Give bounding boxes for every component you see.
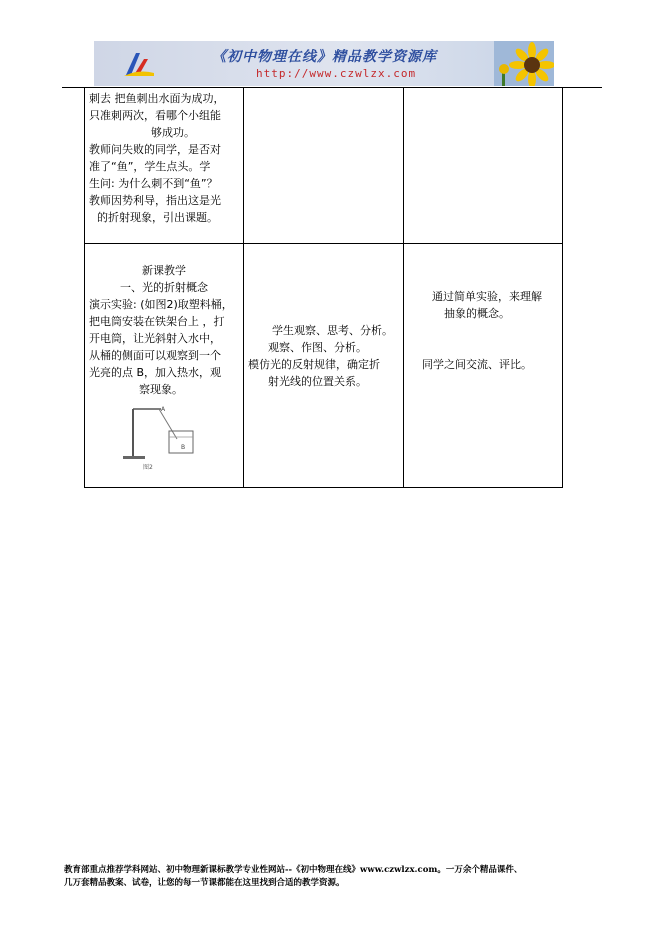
text-line: 察现象。 bbox=[139, 383, 183, 396]
header-banner bbox=[94, 41, 554, 86]
text-line: 只准刺两次，看哪个小组能 bbox=[89, 109, 221, 122]
point-a-label: A bbox=[161, 406, 166, 413]
text-line: 把电筒安装在铁架台上 ，打 bbox=[89, 315, 225, 328]
footer-line: 教育部重点推荐学科网站、初中物理新课标教学专业性网站--《初中物理在线》www.czwlzx.com。一万余个精品课件、 bbox=[64, 865, 523, 875]
table-row bbox=[85, 88, 563, 244]
table-row bbox=[85, 244, 563, 488]
site-logo-icon bbox=[122, 49, 156, 79]
footer-line: 几万套精品教案、试卷，让您的每一节课都能在这里找到合适的教学资源。 bbox=[64, 878, 345, 888]
text-line: 的折射现象，引出课题。 bbox=[97, 211, 218, 224]
point-b-label: B bbox=[181, 444, 186, 451]
text-line: 刺去 把鱼刺出水面为成功， bbox=[89, 92, 225, 105]
text-line: 通过简单实验，来理解 bbox=[432, 290, 542, 303]
text-line: 抽象的概念。 bbox=[444, 307, 510, 320]
table-cell bbox=[244, 244, 404, 488]
activity-text bbox=[85, 88, 243, 226]
intent-text bbox=[404, 244, 562, 373]
text-line: 演示实验: (如图2)取塑料桶， bbox=[89, 298, 233, 311]
text-line: 开电筒，让光斜射入水中， bbox=[89, 332, 221, 345]
text-line: 教师因势利导，指出这是光 bbox=[89, 194, 221, 207]
table-cell bbox=[404, 88, 563, 244]
table-cell bbox=[404, 244, 563, 488]
text-line: 模仿光的反射规律，确定折 bbox=[248, 358, 380, 371]
text-line: 光亮的点 B，加入热水，观 bbox=[89, 366, 222, 379]
text-line: 同学之间交流、评比。 bbox=[422, 358, 532, 371]
text-line: 观察、作图、分析。 bbox=[268, 341, 367, 354]
text-line: 教师问失败的同学，是否对 bbox=[89, 143, 221, 156]
light-ray bbox=[159, 409, 177, 439]
table-cell bbox=[244, 88, 404, 244]
text-line: 学生观察、思考、分析。 bbox=[272, 324, 393, 337]
banner-url[interactable]: http://www.czwlzx.com bbox=[256, 67, 417, 80]
experiment-diagram bbox=[119, 401, 209, 471]
text-line: 生问: 为什么刺不到“鱼”？ bbox=[89, 177, 218, 190]
student-activity-text bbox=[244, 244, 403, 390]
section-heading: 新课教学 bbox=[142, 264, 186, 277]
lesson-table bbox=[84, 87, 563, 488]
text-line: 准了“鱼”，学生点头。学 bbox=[89, 160, 211, 173]
section-subheading: 一、光的折射概念 bbox=[120, 281, 208, 294]
table-cell bbox=[85, 244, 244, 488]
footer-note bbox=[64, 864, 604, 890]
sunflower-icon bbox=[494, 41, 554, 86]
banner-title: 《初中物理在线》精品教学资源库 bbox=[212, 49, 437, 65]
stand-base bbox=[123, 456, 145, 459]
text-line: 从桶的侧面可以观察到一个 bbox=[89, 349, 221, 362]
text-line: 够成功。 bbox=[151, 126, 195, 139]
figure-label: 图2 bbox=[143, 464, 153, 471]
table-cell bbox=[85, 88, 244, 244]
lesson-text bbox=[85, 244, 243, 398]
text-line: 射光线的位置关系。 bbox=[268, 375, 367, 388]
